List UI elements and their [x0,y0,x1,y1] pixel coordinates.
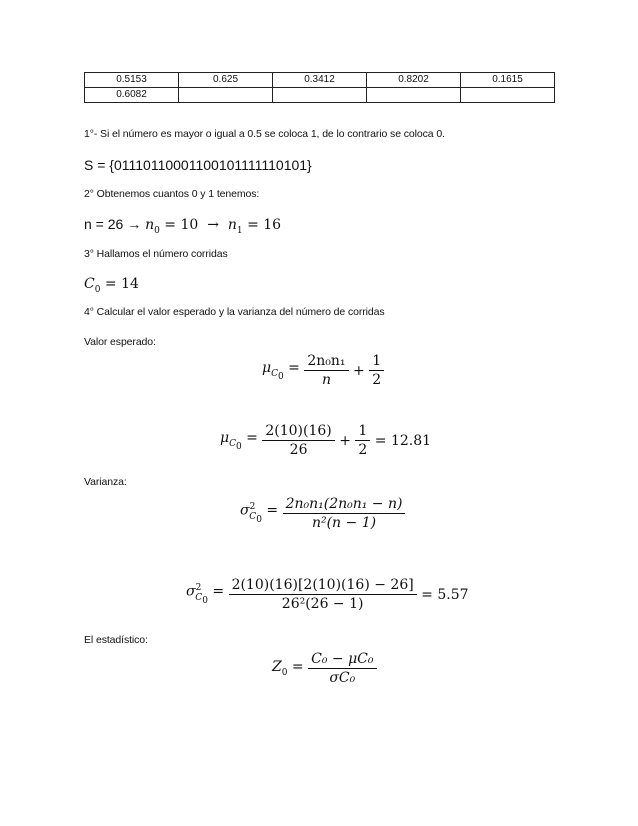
step3-text: 3° Hallamos el número corridas [84,248,228,260]
table-cell: 0.5153 [85,73,179,88]
table-cell [367,88,461,103]
table-cell: 0.3412 [273,73,367,88]
variance-numerator: 2n₀n₁(2n₀n₁ − n) [283,495,406,514]
variance-calc-denominator: 26²(26 − 1) [281,596,364,612]
table-cell [179,88,273,103]
mean-result: 12.81 [390,432,432,449]
random-numbers-table [84,72,555,103]
step2-text: 2° Obtenemos cuantos 0 y 1 tenemos: [84,188,260,200]
half-denominator: 2 [358,442,368,458]
z-formula: $Z_0$ = $\frac{\text{C₀ − μC₀}}{\text{σC₀}}$ [272,650,377,687]
n1-value: 16 [263,217,282,233]
sequence-line: S = {01110110001100101111110101} [84,157,312,173]
mean-denominator: n [321,372,331,388]
statistic-label: El estadístico: [84,634,148,646]
expected-value-label: Valor esperado: [84,336,156,348]
variance-calculation: $\sigma^2_{C_0}$ = $\frac{2(10)(16)[2(10)(16) - 26]}{\text{26²(26 − 1)}}$ = 5.57 [186,577,469,612]
variance-calc-numerator: 2(10)(16)[2(10)(16) − 26] [229,576,417,595]
table-cell: 0.6082 [85,88,179,103]
table-cell [461,88,555,103]
mean-calc-numerator: 2(10)(16) [262,422,334,441]
step1-text: 1°- Si el número es mayor o igual a 0.5 se coloca 1, de lo contrario se coloca 0. [84,128,445,140]
z-denominator: σC₀ [329,670,356,686]
half-denominator: 2 [372,372,382,388]
mean-numerator: 2n₀n₁ [304,352,348,371]
table-cell: 0.1615 [461,73,555,88]
half-numerator: 1 [369,352,384,371]
mean-calc-denominator: 26 [289,442,308,458]
variance-result: 5.57 [437,586,469,603]
mean-formula: $\mu_{C_0}$ = $\frac{\text{2n₀n₁}}{n}$ + $\frac{1}{2}$ [262,352,384,389]
variance-formula: $\sigma^2_{C_0}$ = $\frac{\text{2n₀n₁(2n₀n₁ − n)}}{\text{n²(n − 1)}}$ [240,495,405,532]
counts-line: $n = 26 \to n_0 = 10 \to n_1 = 16$ [84,216,282,236]
runs-line: $C_0 = 14$ [84,276,139,295]
variance-label: Varianza: [84,476,127,488]
table-row [85,88,555,103]
mean-calculation: $\mu_{C_0}$ = $\frac{2(10)(16)}{26}$ + $\frac{1}{2}$ = 12.81 [220,423,432,458]
z-numerator: C₀ − μC₀ [308,650,376,669]
table-cell: 0.625 [179,73,273,88]
half-numerator: 1 [355,422,370,441]
table-cell [273,88,367,103]
n0-value: 10 [180,217,199,233]
table-row [85,73,555,88]
step4-text: 4° Calcular el valor esperado y la varianza del número de corridas [84,306,385,318]
variance-denominator: n²(n − 1) [311,515,377,531]
table-cell: 0.8202 [367,73,461,88]
counts-prefix: n = 26 → [84,216,142,232]
c0-value: 14 [121,276,139,292]
